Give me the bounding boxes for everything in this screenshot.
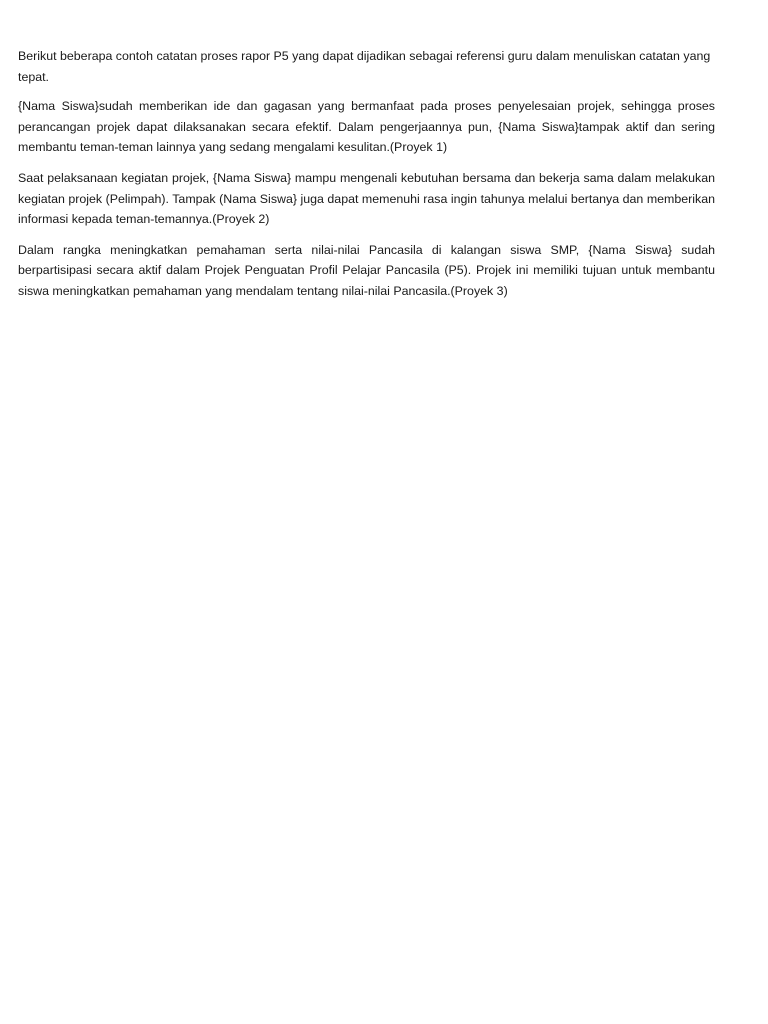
document-page xyxy=(18,46,715,312)
example-paragraph-proyek-2: Saat pelaksanaan kegiatan projek, {Nama Siswa} mampu mengenali kebutuhan bersama dan bekerja sama dalam melakukan kegiatan projek (Pelimpah). Tampak (Nama Siswa} juga dapat memenuhi rasa ingin tahunya melalui bertanya dan memberikan informasi kepada teman-temannya.(Proyek 2) xyxy=(18,170,715,227)
example-paragraph-proyek-3: Dalam rangka meningkatkan pemahaman serta nilai-nilai Pancasila di kalangan siswa SMP, {Nama Siswa} sudah berpartisipasi secara aktif dalam Projek Penguatan Profil Pelajar Pancasila (P5). Projek ini memiliki tujuan untuk membantu siswa meningkatkan pemahaman yang mendalam tentang nilai-nilai Pancasila.(Proyek 3) xyxy=(18,242,715,298)
example-paragraph-proyek-1: {Nama Siswa}sudah memberikan ide dan gagasan yang bermanfaat pada proses penyelesaian projek, sehingga proses perancangan projek dapat dilaksanakan secara efektif. Dalam pengerjaannya pun, {Nama Siswa}tampak aktif dan sering membantu teman-teman lainnya yang sedang mengalami kesulitan.(Proyek 1) xyxy=(18,99,715,155)
intro-paragraph: Berikut beberapa contoh catatan proses rapor P5 yang dapat dijadikan sebagai referensi guru dalam menuliskan catatan yang tepat. xyxy=(18,49,711,84)
